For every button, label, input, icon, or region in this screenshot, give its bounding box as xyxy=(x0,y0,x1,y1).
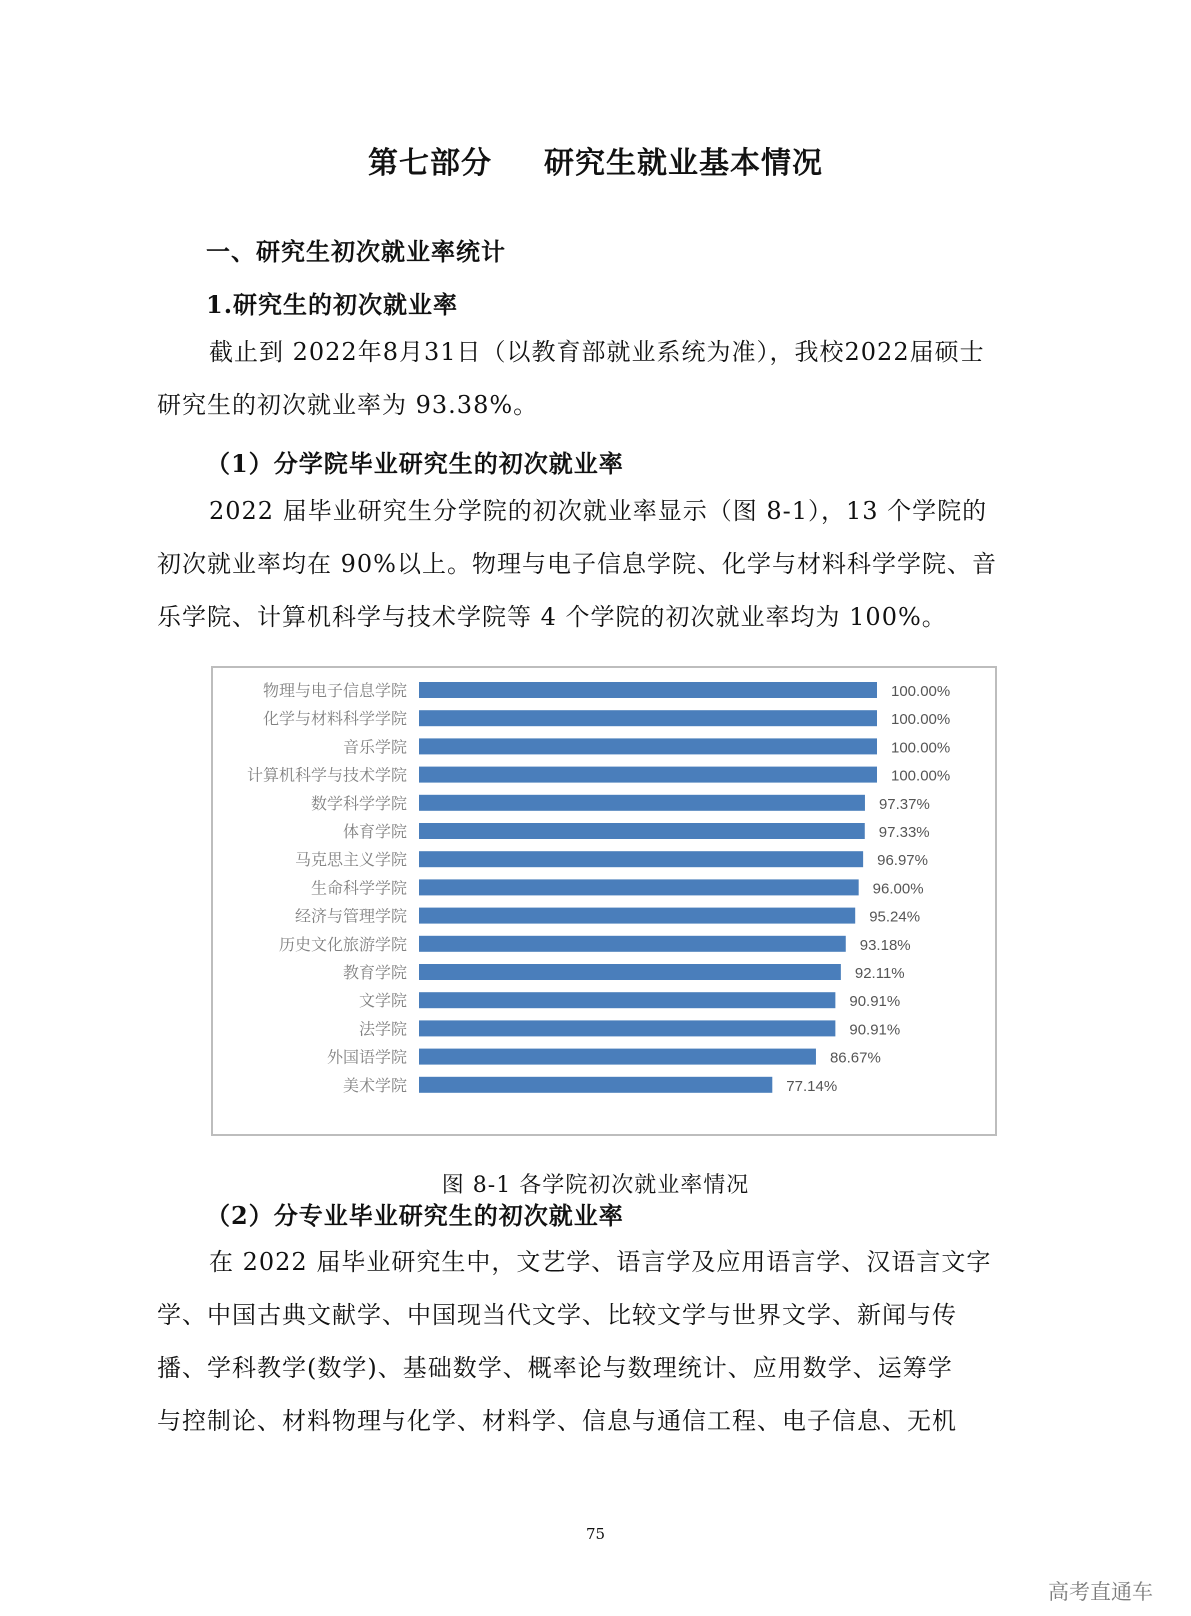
category-label: 生命科学学院 xyxy=(310,878,407,898)
value-label: 97.33% xyxy=(878,824,930,841)
value-label: 90.91% xyxy=(849,1021,901,1039)
bar xyxy=(419,851,863,867)
category-label: 经济与管理学院 xyxy=(294,906,407,926)
bar xyxy=(419,710,877,726)
value-label: 97.37% xyxy=(878,795,930,813)
paragraph-line: 研究生的初次就业率为 93.38%。 xyxy=(157,391,539,419)
paragraph-by-college xyxy=(157,485,1057,644)
paragraph-line: 2022 届毕业研究生分学院的初次就业率显示（图 8-1），13 个学院的 xyxy=(209,497,988,525)
bar xyxy=(419,738,877,754)
category-label: 教育学院 xyxy=(342,963,407,982)
page-number: 75 xyxy=(585,1525,606,1543)
bar xyxy=(419,1020,835,1036)
section-heading: 一、研究生初次就业率统计 xyxy=(206,237,506,266)
heading-by-major: （2）分专业毕业研究生的初次就业率 xyxy=(206,1201,624,1230)
bar xyxy=(419,992,835,1008)
category-label: 马克思主义学院 xyxy=(294,850,407,870)
value-label: 100.00% xyxy=(891,739,951,757)
page-title: 第七部分 研究生就业基本情况 xyxy=(368,146,823,181)
paragraph-line: 在 2022 届毕业研究生中，文艺学、语言学及应用语言学、汉语言文字 xyxy=(209,1248,992,1276)
bar xyxy=(419,823,865,839)
category-label: 历史文化旅游学院 xyxy=(278,934,407,954)
bar xyxy=(419,795,865,811)
paragraph-line: 初次就业率均在 90%以上。物理与电子信息学院、化学与材料科学学院、音 xyxy=(157,550,997,578)
paragraph-line: 学、中国古典文献学、中国现当代文学、比较文学与世界文学、新闻与传 xyxy=(157,1301,957,1329)
heading-by-college: （1）分学院毕业研究生的初次就业率 xyxy=(206,449,624,478)
chart-frame xyxy=(211,666,997,1136)
value-label: 77.14% xyxy=(786,1077,838,1095)
paragraph-by-major xyxy=(157,1236,1057,1448)
bar xyxy=(419,936,846,952)
bar xyxy=(419,767,877,783)
paragraph-line: 乐学院、计算机科学与技术学院等 4 个学院的初次就业率均为 100%。 xyxy=(157,603,947,631)
value-label: 90.91% xyxy=(849,993,901,1011)
watermark: 高考直通车 xyxy=(1048,1580,1153,1604)
value-label: 96.97% xyxy=(877,852,928,870)
figure-caption: 图 8-1 各学院初次就业率情况 xyxy=(441,1173,750,1198)
bar xyxy=(419,1049,816,1065)
category-label: 法学院 xyxy=(358,1019,407,1039)
category-label: 体育学院 xyxy=(342,822,407,841)
bar xyxy=(419,964,841,980)
bar xyxy=(419,879,859,895)
paragraph-line: 与控制论、材料物理与化学、材料学、信息与通信工程、电子信息、无机 xyxy=(157,1407,957,1435)
category-label: 计算机科学与技术学院 xyxy=(246,765,407,785)
bar xyxy=(419,908,855,924)
category-label: 外国语学院 xyxy=(326,1047,407,1067)
paragraph-line: 截止到 2022年8月31日（以教育部就业系统为准），我校2022届硕士 xyxy=(209,338,985,366)
value-label: 92.11% xyxy=(854,965,905,982)
value-label: 100.00% xyxy=(891,711,951,729)
category-label: 美术学院 xyxy=(342,1075,407,1095)
college-employment-chart xyxy=(213,668,995,1134)
category-label: 化学与材料科学学院 xyxy=(262,709,407,729)
value-label: 93.18% xyxy=(859,936,911,954)
category-label: 物理与电子信息学院 xyxy=(262,681,407,700)
value-label: 86.67% xyxy=(829,1049,881,1067)
paragraph-line: 播、学科教学(数学)、基础数学、概率论与数理统计、应用数学、运筹学 xyxy=(157,1354,953,1382)
category-label: 音乐学院 xyxy=(342,737,407,757)
value-label: 100.00% xyxy=(891,683,951,700)
bar xyxy=(419,682,877,698)
paragraph-overall-rate xyxy=(157,326,1057,432)
value-label: 100.00% xyxy=(891,767,951,785)
category-label: 数学科学学院 xyxy=(310,793,407,813)
bar xyxy=(419,1077,772,1093)
value-label: 95.24% xyxy=(869,908,921,926)
category-label: 文学院 xyxy=(358,991,407,1011)
value-label: 96.00% xyxy=(872,880,924,898)
subsection-heading: 1.研究生的初次就业率 xyxy=(206,290,459,319)
